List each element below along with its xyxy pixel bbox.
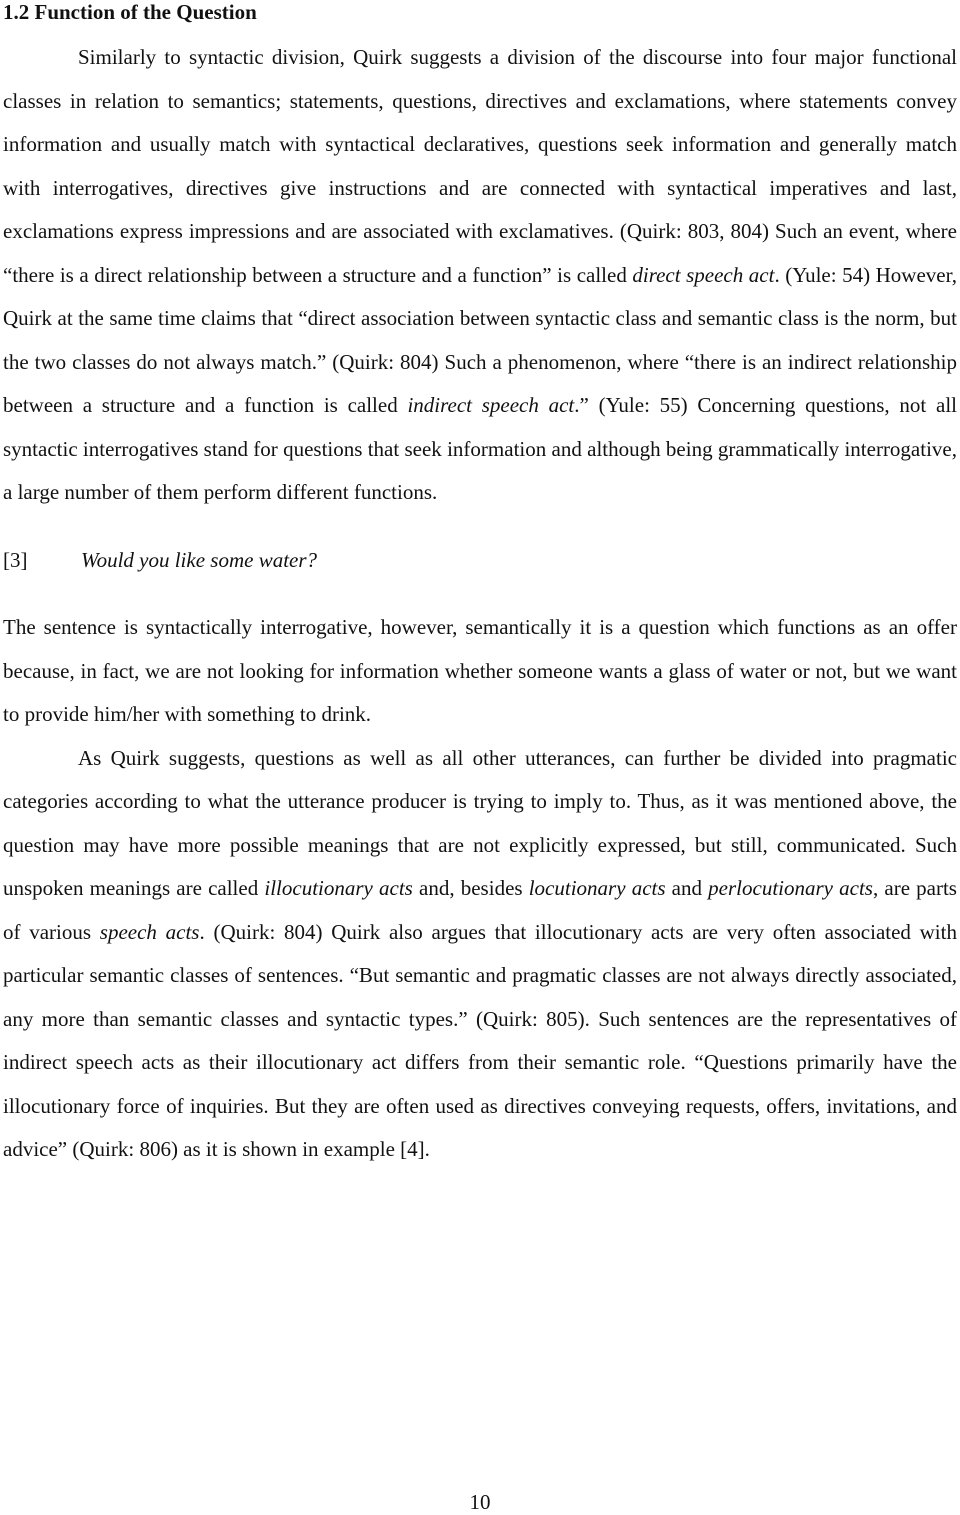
text-run: Similarly to syntactic division, Quirk suggests a division of the discourse into four major functional classes in relation to semantics; statements, questions, directives and exclamations, where statements convey information and usually match with syntactical declaratives, questions seek information and generally match with interrogatives, directives give instructions and are connected with syntactical imperatives and last, exclamations express impressions and are associated with exclamatives. (Quirk: 803, 804) Such an event, where “there is a direct relationship between a structure and a function” is called (3, 45, 957, 287)
text-run: . (Quirk: 804) Quirk also argues that illocutionary acts are very often associated with particular semantic classes of sentences. “But semantic and pragmatic classes are not always directly associated, any more than semantic classes and syntactic types.” (Quirk: 805). Such sentences are the representatives of indirect speech acts as their illocutionary act differs from their semantic role. “Questions primarily have the illocutionary force of inquiries. But they are often used as directives conveying requests, offers, invitations, and advice” (Quirk: 806) as it is shown in example [4]. (3, 919, 957, 1161)
example-3 (3, 539, 957, 583)
text-run: , are parts of various (3, 876, 957, 944)
italic-term-locutionary-acts: locutionary acts (528, 876, 666, 900)
document-page (3, 0, 957, 1172)
text-run: As Quirk suggests, questions as well as all other utterances, can further be divided into pragmatic categories according to what the utterance producer is trying to imply to. Thus, as it was mentioned above, the question may have more possible meanings that are not explicitly expressed, but still, communicated. Such unspoken meanings are called (3, 745, 957, 900)
text-run: and, besides (412, 876, 529, 900)
text-run: .” (Yule: 55) Concerning questions, not all syntactic interrogatives stand for questions that seek information and although being grammatically interrogative, a large number of them perform different functions. (3, 393, 957, 504)
italic-term-illocutionary-acts: illocutionary acts (264, 876, 413, 900)
italic-term-speech-acts: speech acts (99, 919, 200, 944)
text-run: The sentence is syntactically interrogative, however, semantically it is a question which functions as an offer because, in fact, we are not looking for information whether someone wants a glass of water or not, but we want to provide him/her with something to drink. (3, 615, 957, 726)
italic-term-perlocutionary-acts: perlocutionary acts (708, 876, 873, 900)
example-number: [3] (3, 547, 28, 572)
paragraph-3 (3, 737, 957, 1172)
section-heading: 1.2 Function of the Question (3, 0, 257, 24)
page-number: 10 (469, 1490, 491, 1514)
italic-term-direct-speech-act: direct speech act (632, 262, 775, 287)
paragraph-1 (3, 36, 957, 515)
paragraph-2 (3, 606, 957, 737)
example-text: Would you like some water? (81, 547, 318, 572)
text-run: and (665, 876, 709, 900)
text-run: . (Yule: 54) However, Quirk at the same time claims that “direct association between syntactic class and semantic class is the norm, but the two classes do not always match.” (Quirk: 804) Such a phenomenon, where “there is an indirect relationship between a structure and a function is called (3, 262, 957, 417)
italic-term-indirect-speech-act: indirect speech act (407, 393, 575, 417)
